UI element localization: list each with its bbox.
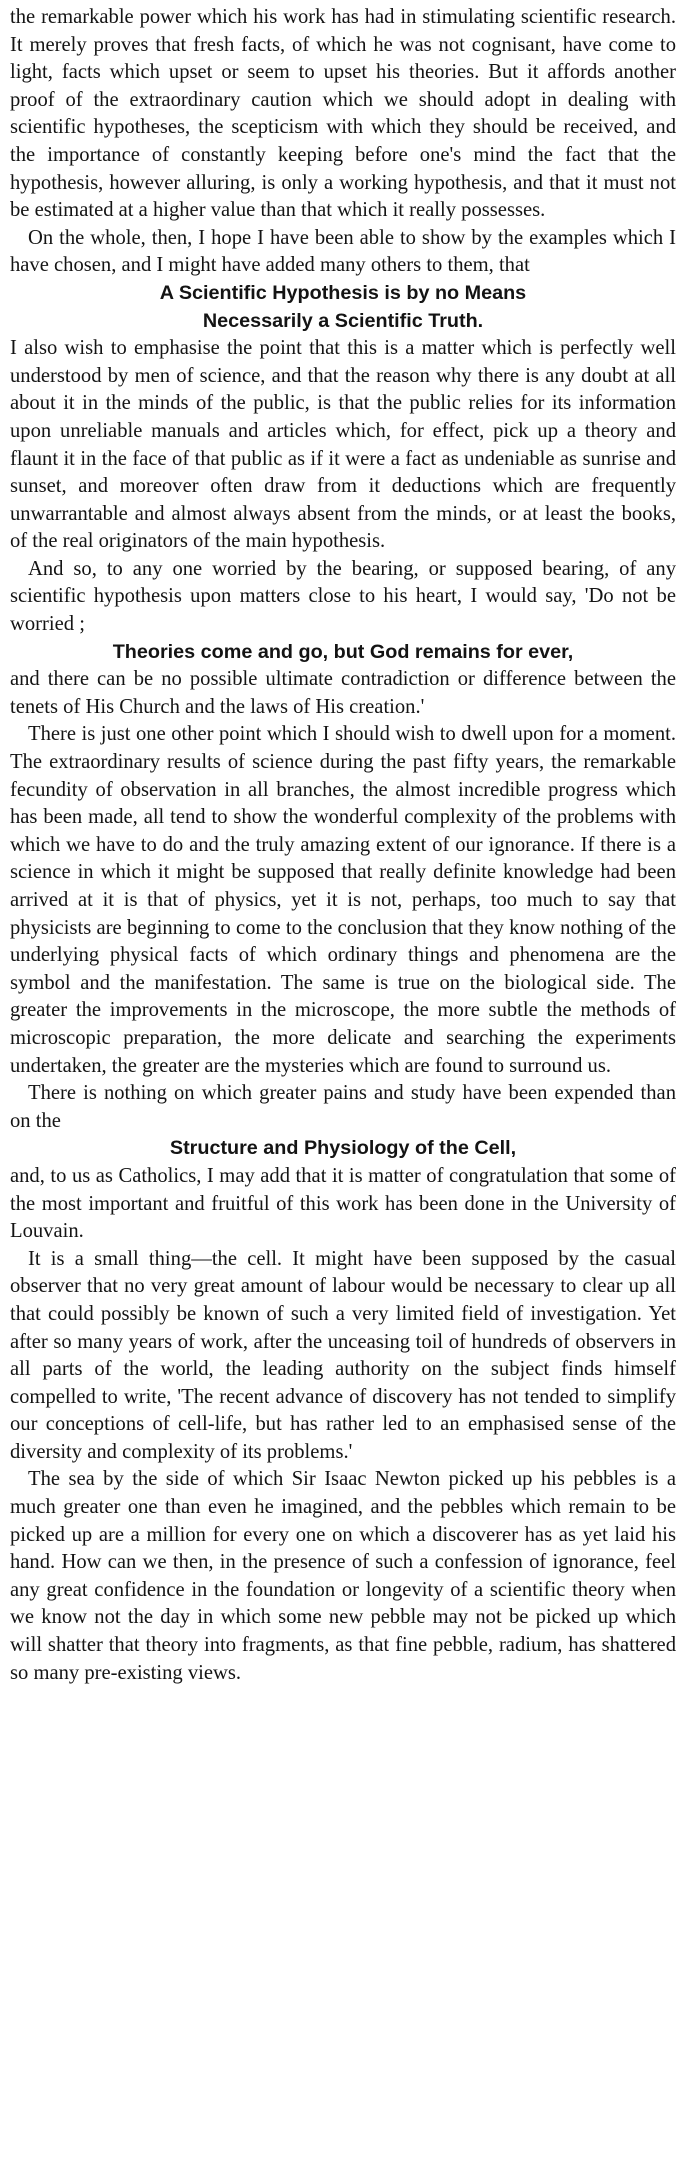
section-heading-cell: Structure and Physiology of the Cell, xyxy=(169,1137,517,1160)
paragraph-on-the-whole: On the whole, then, I hope I have been able to show by the examples which I have chosen, and I might have added many others to them, that xyxy=(10,226,676,277)
paragraph-emphasise: I also wish to emphasise the point that this is a matter which is perfectly well understood by men of science, and that the reason why there is any doubt at all about it in the minds of the public, is that the public relies for its information upon unreliable manuals and articles which, for effect, pick up a theory and flaunt it in the face of that public as if it were a fact as undeniable as sunrise and sunset, and moreover often draw from it deductions which are frequently unwarrantable and almost always absent from the minds, or at least the books, of the real originators of the main hypothesis. xyxy=(10,337,676,553)
paragraph-small-thing: It is a small thing—the cell. It might have been supposed by the casual observer that no very great amount of labour would be necessary to clear up all that could possibly be known of such a very limited field of investigation. Yet after so many years of work, after the unceasing toil of hundreds of observers in all parts of the world, the leading authority on the subject finds himself compelled to write, 'The recent advance of discovery has not tended to simplify our conceptions of cell-life, but has rather led to an emphasised sense of the diversity and complexity of its problems.' xyxy=(10,1247,676,1463)
section-heading-hypothesis xyxy=(10,280,676,335)
paragraph-one-other-point: There is just one other point which I should wish to dwell upon for a moment. The extraordinary results of science during the past fifty years, the remarkable fecundity of observation in all branches, the almost incredible progress which has been made, all tend to show the wonderful complexity of the problems with which we have to do and the truly amazing extent of our ignorance. If there is a science in which it might be supposed that really definite knowledge had been arrived at it is that of physics, yet it is not, perhaps, too much to say that physicists are beginning to come to the conclusion that they know nothing of the underlying physical facts of which ordinary things and phenomena are the symbol and the manifestation. The same is true on the biological side. The greater the improvements in the microscope, the more subtle the methods of microscopic preparation, the more delicate and searching the experiments undertaken, the greater are the mysteries which are found to surround us. xyxy=(10,723,676,1077)
article-column xyxy=(10,4,676,1687)
heading-line-1: A Scientific Hypothesis is by no Means xyxy=(159,281,527,304)
bold-quote-line: Theories come and go, but God remains for ever, xyxy=(112,640,574,663)
heading-line-2: Necessarily a Scientific Truth. xyxy=(202,309,484,332)
paragraph-and-so: And so, to any one worried by the bearing, or supposed bearing, of any scientific hypothesis upon matters close to his heart, I would say, 'Do not be worried ; xyxy=(10,557,676,636)
paragraph-catholics: and, to us as Catholics, I may add that it is matter of congratulation that some of the most important and fruitful of this work has been done in the University of Louvain. xyxy=(10,1164,676,1243)
paragraph-no-contradiction: and there can be no possible ultimate contradiction or difference between the tenets of His Church and the laws of His creation.' xyxy=(10,668,676,718)
paragraph-nothing-greater: There is nothing on which greater pains and study have been expended than on the xyxy=(10,1082,676,1132)
paragraph-newton-pebbles: The sea by the side of which Sir Isaac Newton picked up his pebbles is a much greater one than even he imagined, and the pebbles which remain to be picked up are a million for every one on which a discoverer has as yet laid his hand. How can we then, in the presence of such a confession of ignorance, feel any great confidence in the foundation or longevity of a scientific theory when we know not the day in which some new pebble may not be picked up which will shatter that theory into fragments, as that fine pebble, radium, has shattered so many pre-existing views. xyxy=(10,1468,676,1684)
paragraph-continued: the remarkable power which his work has had in stimulating scientific research. It merely proves that fresh facts, of which he was not cognisant, have come to light, facts which upset or seem to upset his theories. But it affords another proof of the extraordinary caution which we should adopt in dealing with scientific hypotheses, the scepticism with which they should be received, and the importance of constantly keeping before one's mind the fact that the hypothesis, however alluring, is only a working hypothesis, and that it must not be estimated at a higher value than that which it really possesses. xyxy=(10,6,676,222)
